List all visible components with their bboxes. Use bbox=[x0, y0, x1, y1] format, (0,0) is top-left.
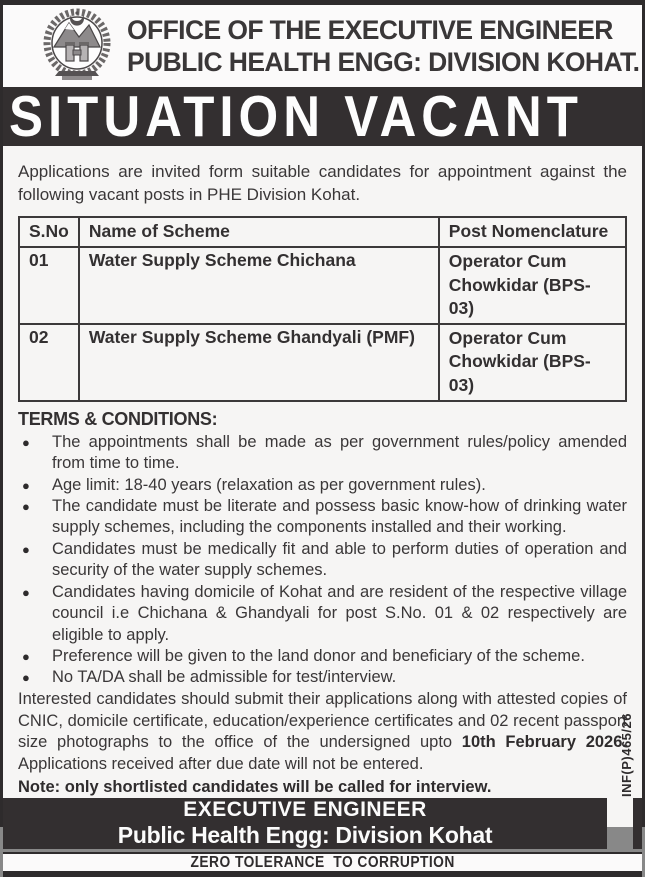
office-title-line1: OFFICE OF THE EXECUTIVE ENGINEER bbox=[127, 14, 613, 45]
ad-body bbox=[3, 146, 642, 798]
signatory-title: EXECUTIVE ENGINEER bbox=[183, 798, 427, 822]
terms-item-text: Age limit: 18-40 years (relaxation as per government rules). bbox=[52, 475, 486, 494]
vacancies-table bbox=[18, 216, 627, 402]
note-line: Note: only shortlisted candidates will be called for interview. bbox=[18, 777, 492, 796]
slogan-strip bbox=[3, 852, 642, 877]
cell-scheme: Water Supply Scheme Ghandyali (PMF) bbox=[79, 324, 439, 401]
bullet-icon: ● bbox=[22, 670, 30, 686]
terms-item bbox=[18, 646, 627, 667]
terms-item-text: Preference will be given to the land donor and beneficiary of the scheme. bbox=[52, 647, 585, 666]
deadline-date: 10th February 2026. bbox=[461, 733, 627, 752]
terms-item bbox=[18, 667, 627, 688]
terms-item-text: No TA/DA shall be admissible for test/interview. bbox=[52, 668, 397, 687]
closing-paragraph bbox=[18, 689, 627, 776]
table-header-row bbox=[19, 217, 626, 247]
cell-post: Operator Cum Chowkidar (BPS-03) bbox=[439, 247, 626, 324]
col-header-scheme: Name of Scheme bbox=[79, 217, 439, 247]
footer bbox=[3, 798, 642, 849]
title-banner bbox=[3, 84, 642, 149]
terms-item-text: Candidates must be medically fit and able to perform duties of operation and security of the water supply schemes. bbox=[52, 539, 627, 580]
closing-text-before-date: Interested candidates should submit their applications along with attested copies of CNIC, domicile certificate, education/experience certificates and 02 recent passport size photographs to the office of the undersigned upto bbox=[18, 689, 627, 752]
signatory-division: Public Health Engg: Division Kohat bbox=[117, 822, 493, 849]
terms-item-text: Candidates having domicile of Kohat and are resident of the respective village council i.e Chichana & Ghandyali for post S.No. 01 & 02 respectively are eligible to apply. bbox=[52, 582, 627, 644]
col-header-sno: S.No bbox=[19, 217, 79, 247]
terms-item bbox=[18, 432, 627, 475]
terms-item-text: The candidate must be literate and possess basic know-how of drinking water supply schemes, including the components installed and their working. bbox=[52, 496, 627, 537]
terms-heading: TERMS & CONDITIONS: bbox=[18, 408, 218, 429]
bullet-icon: ● bbox=[22, 541, 30, 557]
inf-reference-number: INF(P)465/26 bbox=[619, 712, 634, 797]
terms-list bbox=[18, 432, 627, 689]
bullet-icon: ● bbox=[22, 649, 30, 665]
ad-title: SITUATION VACANT bbox=[9, 84, 583, 149]
terms-item-text: The appointments shall be made as per government rules/policy amended from time to time. bbox=[52, 432, 627, 473]
closing-text-after-date: Applications received after due date will not be entered. bbox=[18, 755, 424, 774]
bullet-icon: ● bbox=[22, 498, 30, 514]
footer-banner bbox=[3, 798, 607, 849]
bullet-icon: ● bbox=[22, 584, 30, 600]
intro-paragraph: Applications are invited form suitable candidates for appointment against the following vacant posts in PHE Division Kohat. bbox=[18, 162, 627, 205]
col-header-post: Post Nomenclature bbox=[439, 217, 626, 247]
khyber-pakhtunkhwa-crest-icon bbox=[37, 7, 117, 85]
cell-sno: 02 bbox=[19, 324, 79, 401]
footer-edge-block bbox=[633, 798, 642, 849]
header bbox=[3, 5, 642, 87]
terms-item bbox=[18, 582, 627, 646]
table-row bbox=[19, 324, 626, 401]
cell-post: Operator Cum Chowkidar (BPS-03) bbox=[439, 324, 626, 401]
cell-sno: 01 bbox=[19, 247, 79, 324]
footer-ref-slot bbox=[607, 798, 633, 849]
terms-item bbox=[18, 539, 627, 582]
slogan-text: ZERO TOLERANCE TO CORRUPTION bbox=[190, 853, 455, 872]
table-row bbox=[19, 247, 626, 324]
bullet-icon: ● bbox=[22, 434, 30, 450]
bullet-icon: ● bbox=[22, 477, 30, 493]
terms-item bbox=[18, 496, 627, 539]
office-title bbox=[127, 14, 639, 79]
terms-item bbox=[18, 475, 627, 496]
cell-scheme: Water Supply Scheme Chichana bbox=[79, 247, 439, 324]
office-title-line2: PUBLIC HEALTH ENGG: DIVISION KOHAT. bbox=[127, 47, 640, 77]
